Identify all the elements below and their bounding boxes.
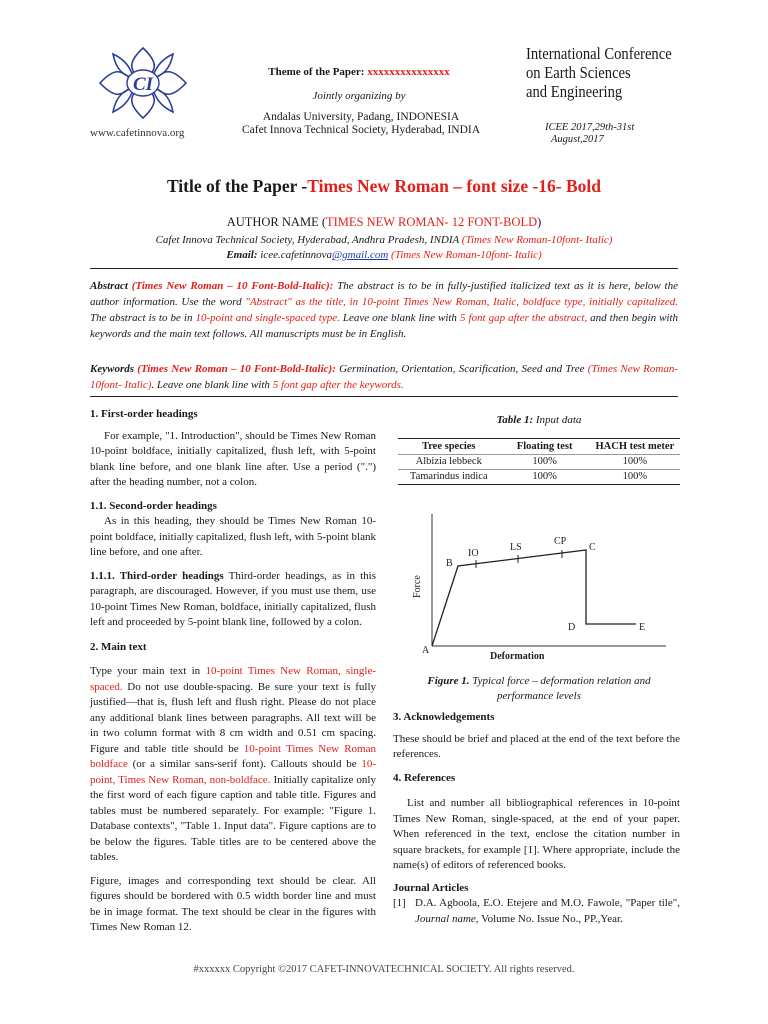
reference-text — [415, 896, 680, 927]
table-cell: Tamarindus indica — [398, 470, 500, 485]
left-column — [90, 407, 376, 936]
keywords-label: Keywords — [90, 363, 134, 375]
keywords-block — [90, 361, 678, 393]
table-caption-text: Input data — [533, 414, 582, 426]
reference-item — [393, 896, 680, 927]
organizer-2: Cafet Innova Technical Society, Hyderabad, INDIA — [241, 124, 481, 136]
copyright-footer: #xxxxxx Copyright ©2017 CAFET-INNOVATECHNICAL SOCIETY. All rights reserved. — [193, 964, 575, 975]
point-c: C — [589, 542, 596, 553]
table-cell: Albizia lebbeck — [398, 455, 500, 470]
x-axis-label: Deformation — [490, 651, 545, 662]
abstract-text-3: The abstract is to be in — [90, 312, 196, 324]
figure-caption-label: Figure 1. — [427, 675, 470, 687]
author-affiliation — [0, 234, 768, 246]
input-data-table — [398, 438, 680, 485]
third-order-text: Third-order headings, as in this paragraph, are discouraged. However, if you must use them, use 10-point Times New Roman, boldface, initially capitalized, flush left and proceeded by 5-point blank line, followed by a colon. — [90, 569, 376, 628]
table-header: Tree species — [421, 441, 476, 452]
heading-journal-articles: Journal Articles — [393, 881, 469, 894]
paragraph-first-order: For example, "1. Introduction", should be Times New Roman 10-point boldface, initially capitalized, flush left, with 5-point blank line before, and one blank line after. Use a period (".") after the heading number, not a colon. — [90, 429, 376, 488]
affiliation-note: (Times New Roman-10font- Italic) — [461, 234, 613, 246]
force-curve — [432, 550, 636, 646]
society-logo — [88, 40, 198, 126]
table-cell: 100% — [590, 470, 680, 485]
abstract-text-5: Leave one blank line with — [339, 312, 460, 324]
author-note: TIMES NEW ROMAN- 12 FONT-BOLD — [326, 215, 538, 229]
author-email — [0, 249, 768, 261]
heading-second-order: 1.1. Second-order headings — [90, 499, 217, 512]
reference-number: [1] — [393, 897, 406, 909]
society-url[interactable]: www.cafetinnova.org — [90, 127, 185, 139]
logo-text: CI — [132, 74, 154, 95]
keywords-text-2: (Times New Roman-10font- Italic) — [90, 363, 679, 391]
paragraph-acknowledgements: These should be brief and placed at the end of the text before the references. — [393, 732, 680, 760]
table-cell: 100% — [590, 455, 680, 470]
table-cell: 100% — [500, 470, 590, 485]
y-axis-label: Force — [412, 575, 423, 598]
figure-caption — [398, 674, 680, 704]
keywords-label-note: (Times New Roman – 10 Font-Bold-Italic): — [137, 363, 336, 375]
abstract-label: Abstract — [90, 280, 128, 292]
abstract-text-2: "Abstract" as the title, in 10-point Times New Roman, Italic, boldface type, initially capitalized. — [245, 296, 678, 308]
paragraph-references: List and number all bibliographical references in 10-point Times New Roman, single-spaced, at the end of your paper. When referenced in the text, enclose the citation number in square brackets, for example [1]. Where appropriate, include the name(s) of editors of referenced books. — [393, 797, 680, 871]
author-name: AUTHOR NAME — [226, 215, 319, 229]
main-text-2: 10-point Times New Roman, single-spaced. — [90, 665, 376, 693]
table-cell: 100% — [500, 455, 590, 470]
point-b: B — [446, 558, 453, 569]
author-line — [0, 215, 768, 230]
conference-line-3: and Engineering — [526, 82, 623, 101]
main-text-4: 10-point Times New Roman boldface — [90, 742, 376, 770]
icee-line-2: August,2017 — [551, 134, 604, 145]
table-header: HACH test meter — [595, 441, 675, 452]
table-header: Floating test — [516, 441, 573, 452]
reference-journal: Journal name — [415, 912, 476, 925]
conference-title — [526, 44, 672, 101]
keywords-text-3: . Leave one blank line with — [151, 379, 273, 391]
author-close: ) — [537, 215, 542, 229]
reference-tail: , Volume No. Issue No., PP.,Year. — [475, 912, 623, 925]
affiliation-text: Cafet Innova Technical Society, Hyderabad, Andhra Pradesh, INDIA — [155, 234, 460, 246]
conference-line-2: on Earth Sciences — [526, 63, 631, 82]
main-text-1: Type your main text in — [90, 665, 206, 677]
abstract-label-note: (Times New Roman – 10 Font-Bold-Italic): — [131, 280, 334, 292]
title-accent: Times New Roman – font size -16- Bold — [307, 176, 602, 196]
main-text-3: Do not use double-spacing. Be sure your text is fully justified—that is, flush left and flush right. Please do not place any additional blank lines between paragraphs. All text will be in two column format with 8 cm width and 0.51 cm spacing. Figure and table title should be — [90, 680, 376, 755]
divider-bottom — [90, 396, 678, 397]
table-caption-label: Table 1: — [496, 414, 534, 426]
conference-dates — [545, 122, 665, 146]
organizer-1: Andalas University, Padang, INDONESIA — [262, 111, 460, 123]
table-row — [398, 470, 680, 485]
abstract-text-4: 10-point and single-spaced type. — [195, 312, 340, 324]
paragraph-second-order: As in this heading, they should be Times New Roman 10-point boldface, initially capitalized, flush left, with 5-point blank line before, and one after. — [90, 515, 376, 558]
point-io: IO — [468, 548, 479, 559]
force-deformation-figure — [396, 506, 686, 666]
email-link[interactable]: @gmail.com — [332, 249, 389, 261]
email-note: (Times New Roman-10font- Italic) — [391, 249, 542, 261]
email-prefix: icee.cafetinnova — [260, 249, 333, 261]
heading-references: 4. References — [393, 771, 456, 784]
point-a: A — [422, 645, 430, 656]
divider-top — [90, 268, 678, 269]
abstract-text-6: 5 font gap after the abstract, — [459, 312, 588, 324]
main-text-6: 10-point, Times New Roman, non-boldface. — [90, 758, 376, 786]
keywords-text-1: Germination, Orientation, Scarification, Seed and Tree — [335, 363, 588, 375]
abstract-block — [90, 278, 678, 342]
figure-caption-text: Typical force – deformation relation and performance levels — [469, 675, 651, 702]
heading-main-text: 2. Main text — [90, 640, 147, 653]
heading-first-order: 1. First-order headings — [90, 408, 198, 420]
abstract-text-1: The abstract is to be in fully-justified italicized text as it is here, below the author information. Use the word — [90, 280, 678, 308]
reference-authors: D.A. Agboola, E.O. Etejere and M.O. Fawole, "Paper tile", — [415, 897, 680, 909]
theme-label: Theme of the Paper: — [268, 66, 365, 78]
paragraph-main-text — [90, 664, 376, 866]
point-cp: CP — [554, 536, 567, 547]
table-caption — [398, 414, 680, 426]
main-text-5: (or a similar sans-serif font). Callouts should be — [127, 758, 362, 770]
abstract-text-7: and then begin with keywords and the main text follows. All manuscripts must be in English. — [90, 312, 679, 340]
table-header-row — [398, 439, 680, 455]
table-row — [398, 455, 680, 470]
title-main: Title of the Paper - — [166, 176, 308, 196]
theme-value: xxxxxxxxxxxxxxx — [367, 66, 450, 78]
logo-emblem-icon — [88, 40, 198, 126]
email-label: Email: — [226, 249, 258, 261]
point-ls: LS — [510, 542, 522, 553]
point-d: D — [568, 622, 576, 633]
paragraph-figures: Figure, images and corresponding text should be clear. All figures should be bordered with 0.5 width border line and must be in image format. The text should be clear in the figures with Times New Roman 12. — [90, 874, 376, 933]
heading-third-order: 1.1.1. Third-order headings — [90, 569, 224, 582]
author-open: ( — [321, 215, 326, 229]
point-e: E — [639, 622, 646, 633]
jointly-organizing: Jointly organizing by — [312, 90, 406, 102]
paper-theme — [244, 66, 474, 78]
heading-acknowledgements: 3. Acknowledgements — [393, 711, 495, 723]
paper-title — [0, 176, 768, 197]
keywords-text-4: 5 font gap after the keywords. — [272, 379, 404, 391]
right-column — [393, 710, 680, 927]
conference-line-1: International Conference — [526, 44, 672, 63]
main-text-7: Initially capitalize only the first word of each figure caption and table title. Figures and tables must be numbered separately. For example: "Figure 1. Database contexts", "Table 1. Input data". Figure captions are to be below the figures. Table titles are to be centered above the tables. — [90, 773, 376, 863]
icee-line-1: ICEE 2017,29th-31st — [545, 122, 635, 133]
paragraph-third-order — [90, 569, 376, 631]
